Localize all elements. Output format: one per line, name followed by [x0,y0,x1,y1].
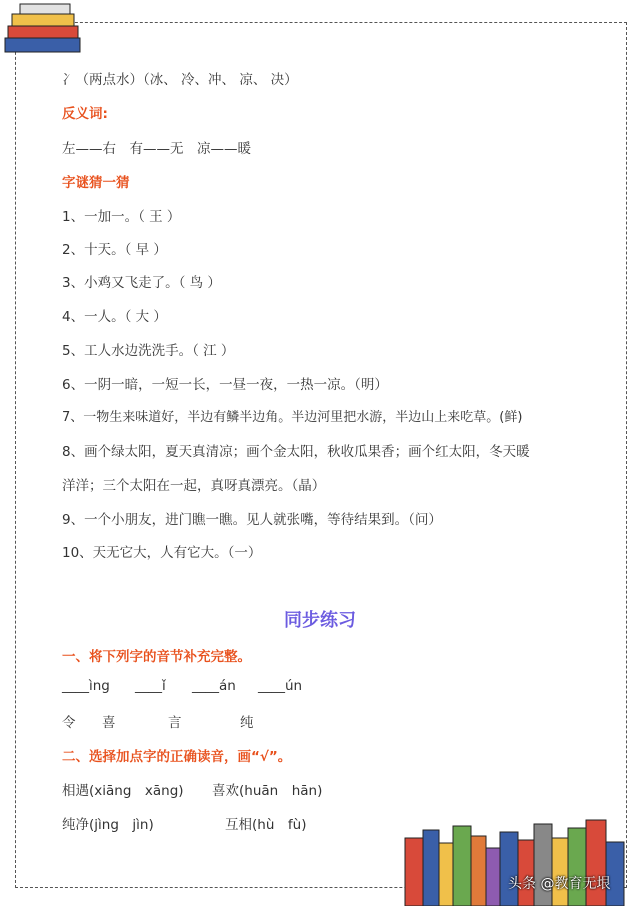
pinyin-choice: 喜欢(huān hān) [212,783,323,799]
riddle-item: 7、一物生来味道好，半边有鳞半边角。半边河里把水游，半边山上来吃草。(鲜) [62,410,523,425]
practice-title: 同步练习 [284,610,356,631]
riddles-heading: 字谜猜一猜 [62,175,130,191]
syllable-blank: ____ìng [62,678,110,694]
question-1: 一、将下列字的音节补充完整。 [62,649,251,665]
riddle-item: 洋洋；三个太阳在一起，真呀真漂亮。（晶） [62,478,326,494]
syllable-blank: ____ún [258,678,303,694]
syllable-blank: ____ǐ [135,678,166,694]
riddle-item: 8、画个绿太阳，夏天真清凉；画个金太阳，秋收瓜果香；画个红太阳，冬天暖 [62,444,530,460]
riddle-item: 4、一人。（ 大 ） [62,309,167,325]
pinyin-choice: 互相(hù fù) [225,817,307,833]
radical-line: 冫（两点水）（冰、 冷、冲、 凉、 决） [62,72,298,88]
riddle-item: 6、一阴一暗，一短一长，一昼一夜，一热一凉。（明） [62,377,388,393]
riddle-item: 2、十天。（ 早 ） [62,242,167,258]
char: 言 [168,715,182,731]
syllable-blank: ____án [192,678,236,694]
char: 令 [62,715,76,731]
riddle-item: 9、一个小朋友，进门瞧一瞧。见人就张嘴，等待结果到。（问） [62,512,442,528]
riddle-item: 3、小鸡又飞走了。（ 鸟 ） [62,275,221,291]
char: 喜 [102,715,116,731]
riddle-item: 1、一加一。（ 王 ） [62,209,181,225]
char: 纯 [240,715,254,731]
books-decoration-icon [0,0,85,60]
watermark: 头条 @教育无垠 [508,876,611,892]
pinyin-choice: 相遇(xiāng xāng) [62,783,184,799]
riddle-item: 10、天无它大，人有它大。（一） [62,545,262,561]
pinyin-choice: 纯净(jìng jìn) [62,817,154,833]
question-2: 二、选择加点字的正确读音，画“√”。 [62,749,292,765]
antonyms-heading: 反义词: [62,106,108,122]
antonyms-line: 左——右 有——无 凉——暖 [62,141,251,157]
riddle-item: 5、工人水边洗洗手。（ 江 ） [62,343,235,359]
